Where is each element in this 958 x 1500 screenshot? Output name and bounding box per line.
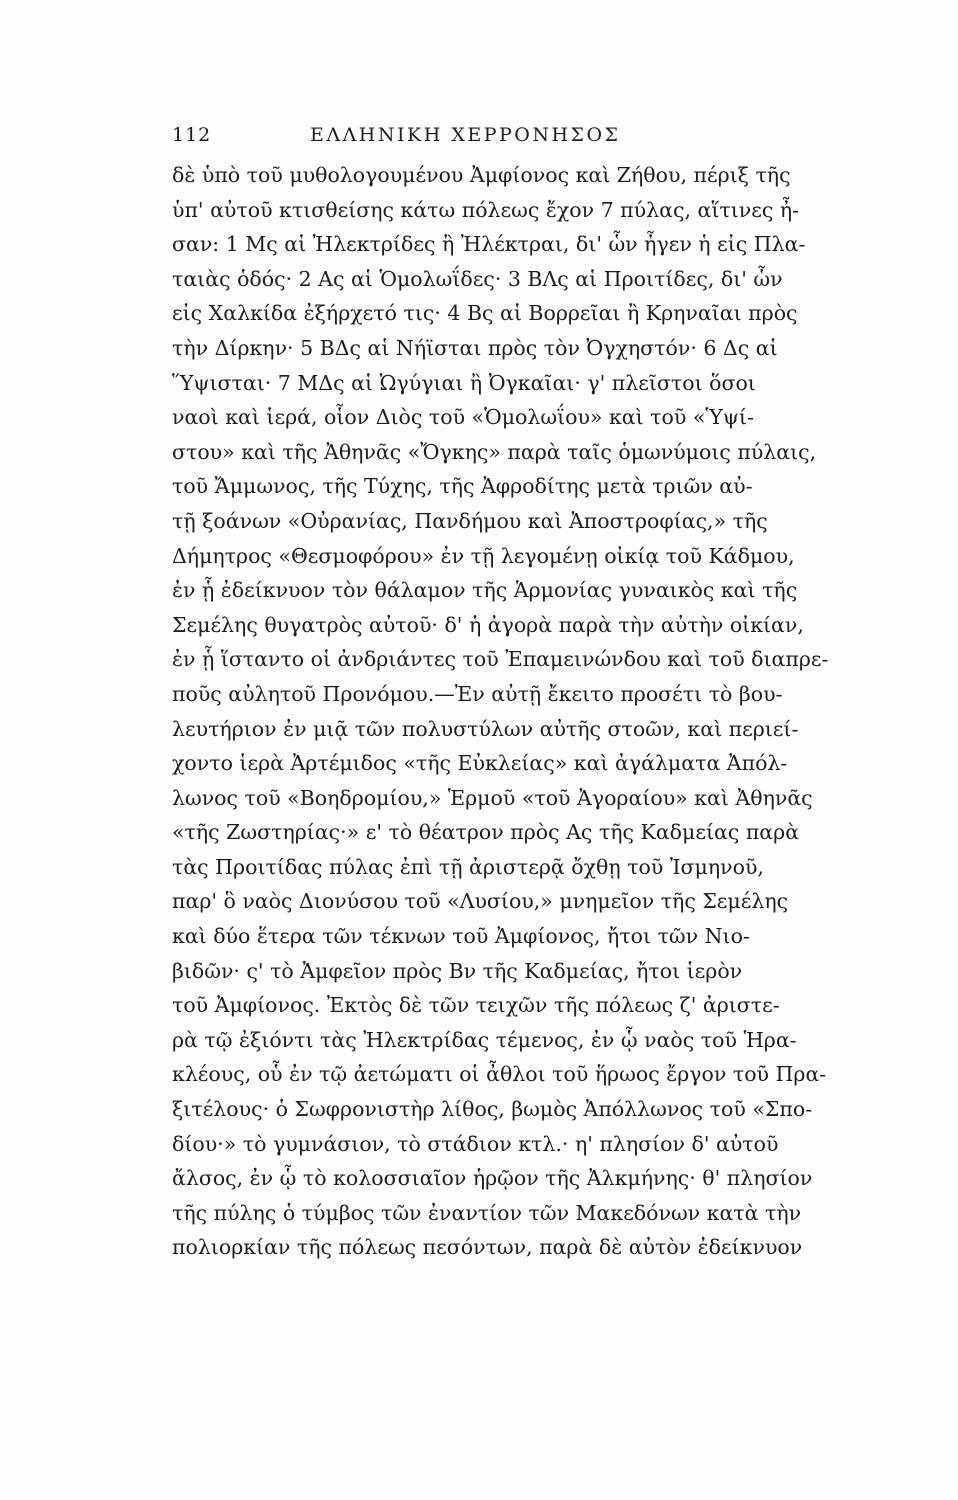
- text-line: ἐν ᾗ ἐδείκνυον τὸν θάλαμον τῆς Ἁρμονίας γυναικὸς καὶ τῆς: [172, 578, 798, 603]
- text-line: παρ' ὃ ναὸς Διονύσου τοῦ «Λυσίου,» μνημεῖον τῆς Σεμέλης: [172, 889, 789, 914]
- text-line: λωνος τοῦ «Βοηδρομίου,» Ἑρμοῦ «τοῦ Ἀγοραίου» καὶ Ἀθηνᾶς: [172, 785, 813, 810]
- running-title: ΕΛΛΗΝΙΚΗ ΧΕΡΡΟΝΗΣΟΣ: [310, 124, 621, 146]
- text-line: βιδῶν· ς' τὸ Ἀμφεῖον πρὸς Βν τῆς Καδμείας, ἤτοι ἱερὸν: [172, 958, 743, 983]
- text-line: χοντο ἱερὰ Ἀρτέμιδος «τῆς Εὐκλείας» καὶ ἀγάλματα Ἀπόλ-: [172, 751, 788, 776]
- text-line: τῇ ξοάνων «Οὐρανίας, Πανδήμου καὶ Ἀποστροφίας,» τῆς: [172, 508, 768, 533]
- text-line: στου» καὶ τῆς Ἀθηνᾶς «Ὄγκης» παρὰ ταῖς ὁμωνύμοις πύλαις,: [172, 439, 817, 464]
- text-line: ρὰ τῷ ἐξιόντι τὰς Ἠλεκτρίδας τέμενος, ἐν ᾧ ναὸς τοῦ Ἡρα-: [172, 1027, 797, 1052]
- text-line: Ὕψισται· 7 ΜΔς αἱ Ὠγύγιαι ἢ Ὀγκαῖαι· γ' πλεῖστοι ὅσοι: [172, 370, 756, 395]
- page-header: [172, 124, 692, 154]
- text-line: καὶ δύο ἕτερα τῶν τέκνων τοῦ Ἀμφίονος, ἤτοι τῶν Νιο-: [172, 924, 750, 949]
- text-line: λευτήριον ἐν μιᾷ τῶν πολυστύλων αὐτῆς στοῶν, καὶ περιεί-: [172, 716, 799, 741]
- text-line: κλέους, οὗ ἐν τῷ ἀετώματι οἱ ἆθλοι τοῦ ἥρωος ἔργον τοῦ Πρα-: [172, 1062, 827, 1087]
- text-line: ἄλσος, ἐν ᾧ τὸ κολοσσιαῖον ἡρῷον τῆς Ἀλκμήνης· θ' πλησίον: [172, 1166, 813, 1191]
- text-line: «τῆς Ζωστηρίας·» ε' τὸ θέατρον πρὸς Ας τῆς Καδμείας παρὰ: [172, 820, 800, 845]
- text-line: Δήμητρος «Θεσμοφόρου» ἐν τῇ λεγομένῃ οἰκίᾳ τοῦ Κάδμου,: [172, 543, 795, 568]
- page-number: 112: [172, 124, 212, 146]
- text-line: Σεμέλης θυγατρὸς αὐτοῦ· δ' ἡ ἀγορὰ παρὰ τὴν αὐτὴν οἰκίαν,: [172, 612, 804, 637]
- text-line: δὲ ὑπὸ τοῦ μυθολογουμένου Ἀμφίονος καὶ Ζήθου, πέριξ τῆς: [172, 163, 791, 187]
- text-line: ἐν ᾗ ἵσταντο οἱ ἀνδριάντες τοῦ Ἐπαμεινώνδου καὶ τοῦ διαπρε-: [172, 647, 829, 672]
- text-line: σαν: 1 Μς αἱ Ἠλεκτρίδες ἢ Ἠλέκτραι, δι' ὧν ἦγεν ἡ εἰς Πλα-: [172, 232, 806, 257]
- text-line: τὰς Προιτίδας πύλας ἐπὶ τῇ ἀριστερᾷ ὄχθῃ τοῦ Ἰσμηνοῦ,: [172, 854, 764, 879]
- text-line: τῆς πύλης ὁ τύμβος τῶν ἐναντίον τῶν Μακεδόνων κατὰ τὴν: [172, 1200, 802, 1225]
- text-line: ὑπ' αὐτοῦ κτισθείσης κάτω πόλεως ἔχον 7 πύλας, αἵτινες ἦ-: [172, 197, 800, 222]
- text-line: δίου·» τὸ γυμνάσιον, τὸ στάδιον κτλ.· η' πλησίον δ' αὐτοῦ: [172, 1131, 779, 1156]
- text-line: ταιὰς ὁδός· 2 Ας αἱ Ὁμολωΐδες· 3 ΒΛς αἱ Προιτίδες, δι' ὧν: [172, 266, 783, 291]
- text-line: ναοὶ καὶ ἱερά, οἷον Διὸς τοῦ «Ὁμολωΐου» καὶ τοῦ «Ὑψί-: [172, 405, 754, 430]
- text-line: τοῦ Ἄμμωνος, τῆς Τύχης, τῆς Ἀφροδίτης μετὰ τριῶν αὐ-: [172, 474, 753, 499]
- body-text: [172, 158, 829, 1300]
- text-line: πολιορκίαν τῆς πόλεως πεσόντων, παρὰ δὲ αὐτὸν ἐδείκνυον: [172, 1235, 803, 1260]
- text-line: ξιτέλους· ὁ Σωφρονιστὴρ λίθος, βωμὸς Ἀπόλλωνος τοῦ «Σπο-: [172, 1097, 813, 1122]
- text-line: [172, 1265, 682, 1300]
- text-line: τοῦ Ἀμφίονος. Ἐκτὸς δὲ τῶν τειχῶν τῆς πόλεως ζ' ἀριστε-: [172, 993, 780, 1018]
- text-line: τὴν Δίρκην· 5 ΒΔς αἱ Νήϊσται πρὸς τὸν Ὀγχηστόν· 6 Δς αἱ: [172, 335, 778, 360]
- text-line: ποῦς αὐλητοῦ Προνόμου.—Ἐν αὐτῇ ἔκειτο προσέτι τὸ βου-: [172, 681, 783, 706]
- text-line: εἰς Χαλκίδα ἐξήρχετό τις· 4 Βς αἱ Βορρεῖαι ἢ Κρηναῖαι πρὸς: [172, 301, 798, 326]
